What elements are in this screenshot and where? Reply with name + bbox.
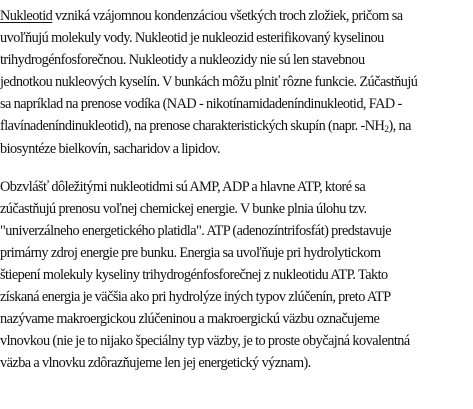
nukleotid-link[interactable]: Nukleotid	[0, 8, 53, 24]
paragraph-1-line-6-text: flavínadeníndinukleotid), na prenose charakteristických skupín (napr. -NH	[0, 118, 385, 134]
paragraph-2-line-2: zúčastňujú prenosu voľnej chemickej energie. V bunke plnia úlohu tzv.	[0, 201, 367, 217]
paragraph-1-line-2: uvoľňujú molekuly vody. Nukleotid je nukleozid esterifikovaný kyselinou	[0, 30, 384, 46]
paragraph-2-line-3: "univerzálneho energetického platidla". ATP (adenozíntrifosfát) predstavuje	[0, 223, 392, 239]
paragraph-2-line-5: štiepení molekuly kyseliny trihydrogénfosforečnej z nukleotidu ATP. Takto	[0, 267, 388, 283]
paragraph-2-line-9: väzba a vlnovku zdôrazňujeme len jej energetický význam).	[0, 355, 311, 371]
paragraph-1-line-5: sa napríklad na prenose vodíka (NAD - nikotínamidadeníndinukleotid, FAD -	[0, 96, 402, 112]
paragraph-1-line-1-text: vzniká vzájomnou kondenzáciou všetkých troch zložiek, pričom sa	[52, 8, 403, 24]
paragraph-2-line-8: vlnovkou (nie je to nijako špeciálny typ väzby, je to proste obyčajná kovalentná	[0, 333, 410, 349]
paragraph-2-line-6: získaná energia je väčšia ako pri hydrolýze iných typov zlúčenín, preto ATP	[0, 289, 391, 305]
paragraph-2-line-7: nazývame makroergickou zlúčeninou a makroergickú väzbu označujeme	[0, 311, 380, 327]
paragraph-2-line-4: primárny zdroj energie pre bunku. Energia sa uvoľňuje pri hydrolytickom	[0, 245, 381, 261]
paragraph-2-line-1: Obzvlášť dôležitými nukleotidmi sú AMP, ADP a hlavne ATP, ktoré sa	[0, 179, 366, 195]
paragraph-1-line-6-end: ), na	[388, 118, 411, 134]
paragraph-1-line-1	[0, 5, 473, 27]
paragraph-1-line-3: trihydrogénfosforečnou. Nukleotidy a nukleozidy nie sú len stavebnou	[0, 52, 365, 68]
subscript-2: 2	[384, 125, 389, 135]
paragraph-1-line-6	[0, 115, 473, 137]
paragraph-1-line-7: biosyntéze bielkovín, sacharidov a lipidov.	[0, 141, 220, 157]
paragraph-1-line-4: jednotkou nukleových kyselín. V bunkách môžu plniť rôzne funkcie. Zúčastňujú	[0, 74, 418, 90]
